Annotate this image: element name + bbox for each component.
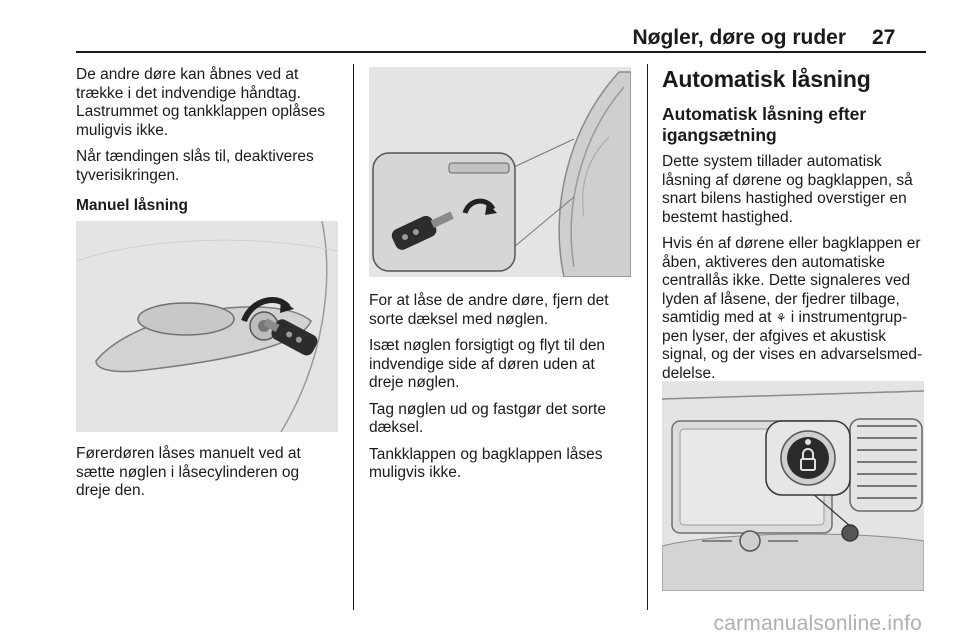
figure-center-console-lock-button: [662, 381, 924, 591]
column-divider-1: [353, 64, 354, 610]
door-handle-illustration: [76, 221, 338, 432]
door-lock-illustration: [369, 67, 631, 277]
col3-paragraph-2: [662, 235, 932, 383]
column-2: [369, 292, 639, 491]
col1-paragraph-1: De andre døre kan åbnes ved at trække i det indvendige håndtag. Lastrummet og tankklappen oplåses muligvis ikke.: [76, 66, 326, 139]
page-number: 27: [872, 26, 896, 49]
figure-caption-1: [76, 445, 346, 509]
col1-paragraph-2: Når tændingen slås til, deaktiveres tyverisikringen.: [76, 148, 314, 184]
figure-door-handle-key: [76, 221, 338, 432]
center-console-illustration: [662, 381, 924, 591]
section-heading-manual-locking: Manuel låsning: [76, 197, 188, 214]
col2-paragraph-4: Tankklappen og bagklappen låses muligvis ikke.: [369, 445, 603, 481]
col3-paragraph-1: Dette system tillader automatisk låsning af dørene og bagklappen, så snart bilens hastighed overstiger en bestemt hastighed.: [662, 153, 913, 226]
figure-door-lock-cap: [369, 67, 631, 277]
section-title-automatic-locking: Automatisk låsning: [662, 66, 871, 92]
col2-paragraph-2: Isæt nøglen forsigtigt og flyt til den indvendige side af døren uden at dreje nøglen.: [369, 337, 606, 391]
door-open-indicator-icon: ⚘: [775, 311, 787, 325]
column-divider-2: [647, 64, 648, 610]
col3-paragraph-2-end: i instrumentgrup- pen lyser, der afgives et akustisk signal, og der vises en advarselsmed- delelse.: [662, 309, 923, 382]
column-1: [76, 66, 346, 228]
header-rule: [76, 51, 926, 53]
col2-paragraph-3: Tag nøglen ud og fastgør det sorte dæksel.: [369, 400, 606, 436]
col1-caption: Førerdøren låses manuelt ved at sætte nøglen i låsecylinderen og dreje den.: [76, 445, 301, 499]
col2-paragraph-1: For at låse de andre døre, fjern det sorte dæksel med nøglen.: [369, 292, 609, 328]
subsection-title: Automatisk låsning efter igangsætning: [662, 104, 867, 145]
watermark: carmanualsonline.info: [713, 612, 922, 635]
column-3: [662, 153, 932, 391]
page-header-title: Nøgler, døre og ruder: [632, 26, 846, 49]
col3-paragraph-2-start: Hvis én af dørene eller bagklappen er åben, aktiveres den automatiske centrallås ikke. Dette signaleres ved lyden af låsene, der fjedrer tilbage, samtidig med at: [662, 235, 921, 326]
